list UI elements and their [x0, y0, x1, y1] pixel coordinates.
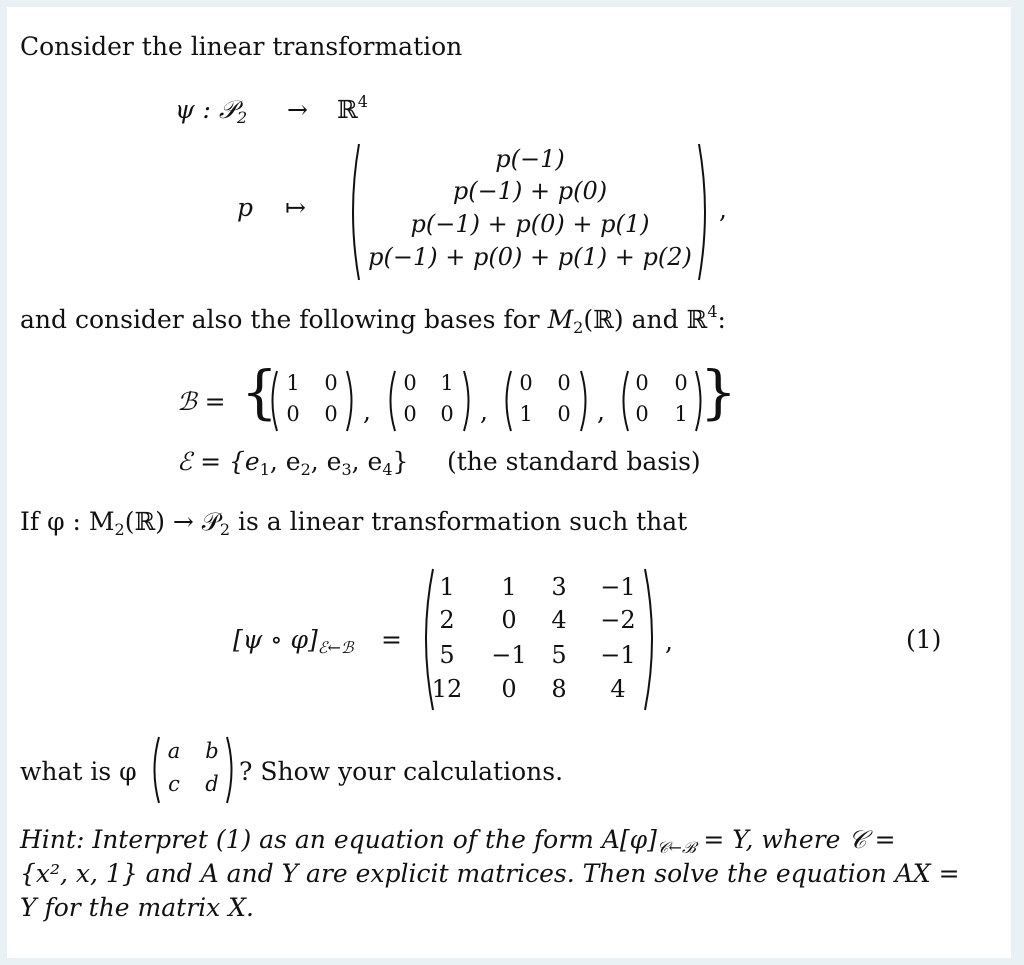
matrix-entry: 0 [635, 402, 649, 426]
standard-basis-note: (the standard basis) [447, 447, 701, 476]
matrix-entry: 1 [674, 402, 688, 426]
matrix-entry: c [168, 772, 180, 796]
matrix-entry: −1 [600, 573, 636, 601]
matrix-entry: −1 [600, 641, 636, 669]
hint-line-1-end: = Y, where 𝒞 = [695, 825, 896, 854]
matrix-entry: d [205, 772, 219, 796]
matrix-entry: 0 [286, 402, 300, 426]
bases-text-before: and consider also the following bases for [20, 305, 548, 334]
basis-e-definition: ℰ = {$e_1$, $e_2$, $e_3$, $e_4$} [177, 447, 409, 479]
matrix-left-paren [149, 735, 161, 805]
basis-e-index: 2 [300, 460, 311, 479]
bases-colon: : [717, 305, 726, 334]
r4-superscript: 4 [707, 302, 718, 321]
matrix-left-paren [618, 369, 630, 433]
matrix-entry: 0 [635, 371, 649, 395]
hint-subscript: 𝒞←ℬ [656, 838, 696, 857]
maps-to-arrow: ↦ [285, 193, 306, 222]
vector-right-paren [697, 142, 713, 282]
question-prefix: what is φ [20, 757, 137, 786]
matrix-entry: 0 [440, 402, 454, 426]
basis-separator: , [480, 397, 488, 426]
matrix-entry: 5 [551, 641, 567, 669]
matrix-right-paren [579, 369, 591, 433]
matrix-entry: 0 [403, 371, 417, 395]
matrix-entry: 0 [501, 675, 517, 703]
m2-symbol: M [547, 305, 574, 334]
matrix-entry: 3 [551, 573, 567, 601]
basis-b-label: ℬ = [177, 387, 226, 416]
matrix-entry: 4 [551, 606, 567, 634]
intro-text: Consider the linear transformation [20, 32, 463, 61]
matrix-entry: 0 [324, 402, 338, 426]
vector-entry: p(−1) + p(0) + p(1) + p(2) [368, 243, 692, 271]
matrix-entry: 0 [501, 606, 517, 634]
basis-b-close-brace: } [700, 358, 737, 426]
if-prefix: If φ : M [20, 507, 115, 536]
r4-superscript: 4 [357, 92, 368, 111]
psi-label: ψ : 𝒫 [175, 95, 237, 124]
basis-b-open-brace: { [241, 358, 278, 426]
matrix-entry: 8 [551, 675, 567, 703]
hint-line-2: {x², x, 1} and A and Y are explicit matrices. Then solve the equation AX = [20, 859, 960, 888]
matrix-right-paren [694, 369, 706, 433]
matrix-entry: 0 [403, 402, 417, 426]
if-phi-statement [20, 507, 687, 537]
if-middle: (ℝ) → 𝒫 [124, 507, 220, 536]
question-suffix: ? Show your calculations. [239, 757, 564, 786]
m2-subscript: 2 [573, 318, 584, 337]
equation-comma: , [665, 627, 673, 656]
basis-separator: , [363, 397, 371, 426]
matrix-right-paren [345, 369, 357, 433]
p2-subscript: 2 [236, 108, 248, 127]
m2-subscript: 2 [114, 520, 125, 539]
vector-comma: , [719, 195, 727, 224]
matrix-entry: 1 [501, 573, 517, 601]
equation-number: (1) [906, 625, 942, 654]
psi-domain [175, 95, 247, 125]
equation-equals: = [381, 625, 402, 654]
matrix-entry: 1 [440, 371, 454, 395]
matrix-right-paren [225, 735, 237, 805]
hint-line-1 [20, 825, 896, 855]
p2-subscript: 2 [219, 520, 231, 539]
basis-e-label: ℰ = {e [177, 447, 260, 476]
document-page [7, 7, 1011, 958]
equation-lhs [233, 625, 354, 657]
matrix-entry: 4 [610, 675, 626, 703]
matrix-left-paren [501, 369, 513, 433]
matrix-entry: 0 [674, 371, 688, 395]
psi-variable-p: p [237, 193, 254, 222]
matrix-entry: 2 [439, 606, 455, 634]
matrix-entry: 0 [557, 371, 571, 395]
matrix-entry: 1 [519, 402, 533, 426]
hint-line-3: Y for the matrix X. [20, 893, 254, 922]
matrix-entry: 0 [324, 371, 338, 395]
vector-entry: p(−1) + p(0) + p(1) [410, 210, 650, 238]
matrix-left-paren [267, 369, 279, 433]
matrix-entry: 0 [519, 371, 533, 395]
matrix-right-paren [462, 369, 474, 433]
basis-separator: , [597, 397, 605, 426]
basis-e-index: 3 [341, 460, 352, 479]
matrix-entry: a [167, 739, 181, 763]
vector-left-paren [345, 142, 361, 282]
matrix-entry: 1 [439, 573, 455, 601]
matrix-entry: 5 [439, 641, 455, 669]
matrix-left-paren [385, 369, 397, 433]
matrix-right-paren [643, 567, 661, 712]
r-symbol: ℝ [337, 95, 358, 124]
bases-intro-text [20, 302, 726, 337]
matrix-entry: −1 [491, 641, 527, 669]
matrix-entry: b [205, 739, 219, 763]
basis-e-index: 4 [382, 460, 393, 479]
psi-codomain [337, 92, 368, 124]
basis-e-index: 1 [259, 460, 270, 479]
hint-line-1-text: Hint: Interpret (1) as an equation of the form A[φ] [20, 825, 657, 854]
vector-entry: p(−1) [495, 145, 565, 173]
vector-entry: p(−1) + p(0) [452, 177, 608, 205]
matrix-entry: 0 [557, 402, 571, 426]
composition-subscript: ℰ←ℬ [317, 638, 354, 657]
psi-arrow: → [287, 95, 308, 124]
matrix-entry: 1 [286, 371, 300, 395]
m2-argument: (ℝ) and ℝ [583, 305, 708, 334]
if-suffix: is a linear transformation such that [230, 507, 688, 536]
matrix-entry: 12 [431, 675, 463, 703]
matrix-entry: −2 [600, 606, 636, 634]
composition-bracket: [ψ ∘ φ] [233, 625, 318, 654]
